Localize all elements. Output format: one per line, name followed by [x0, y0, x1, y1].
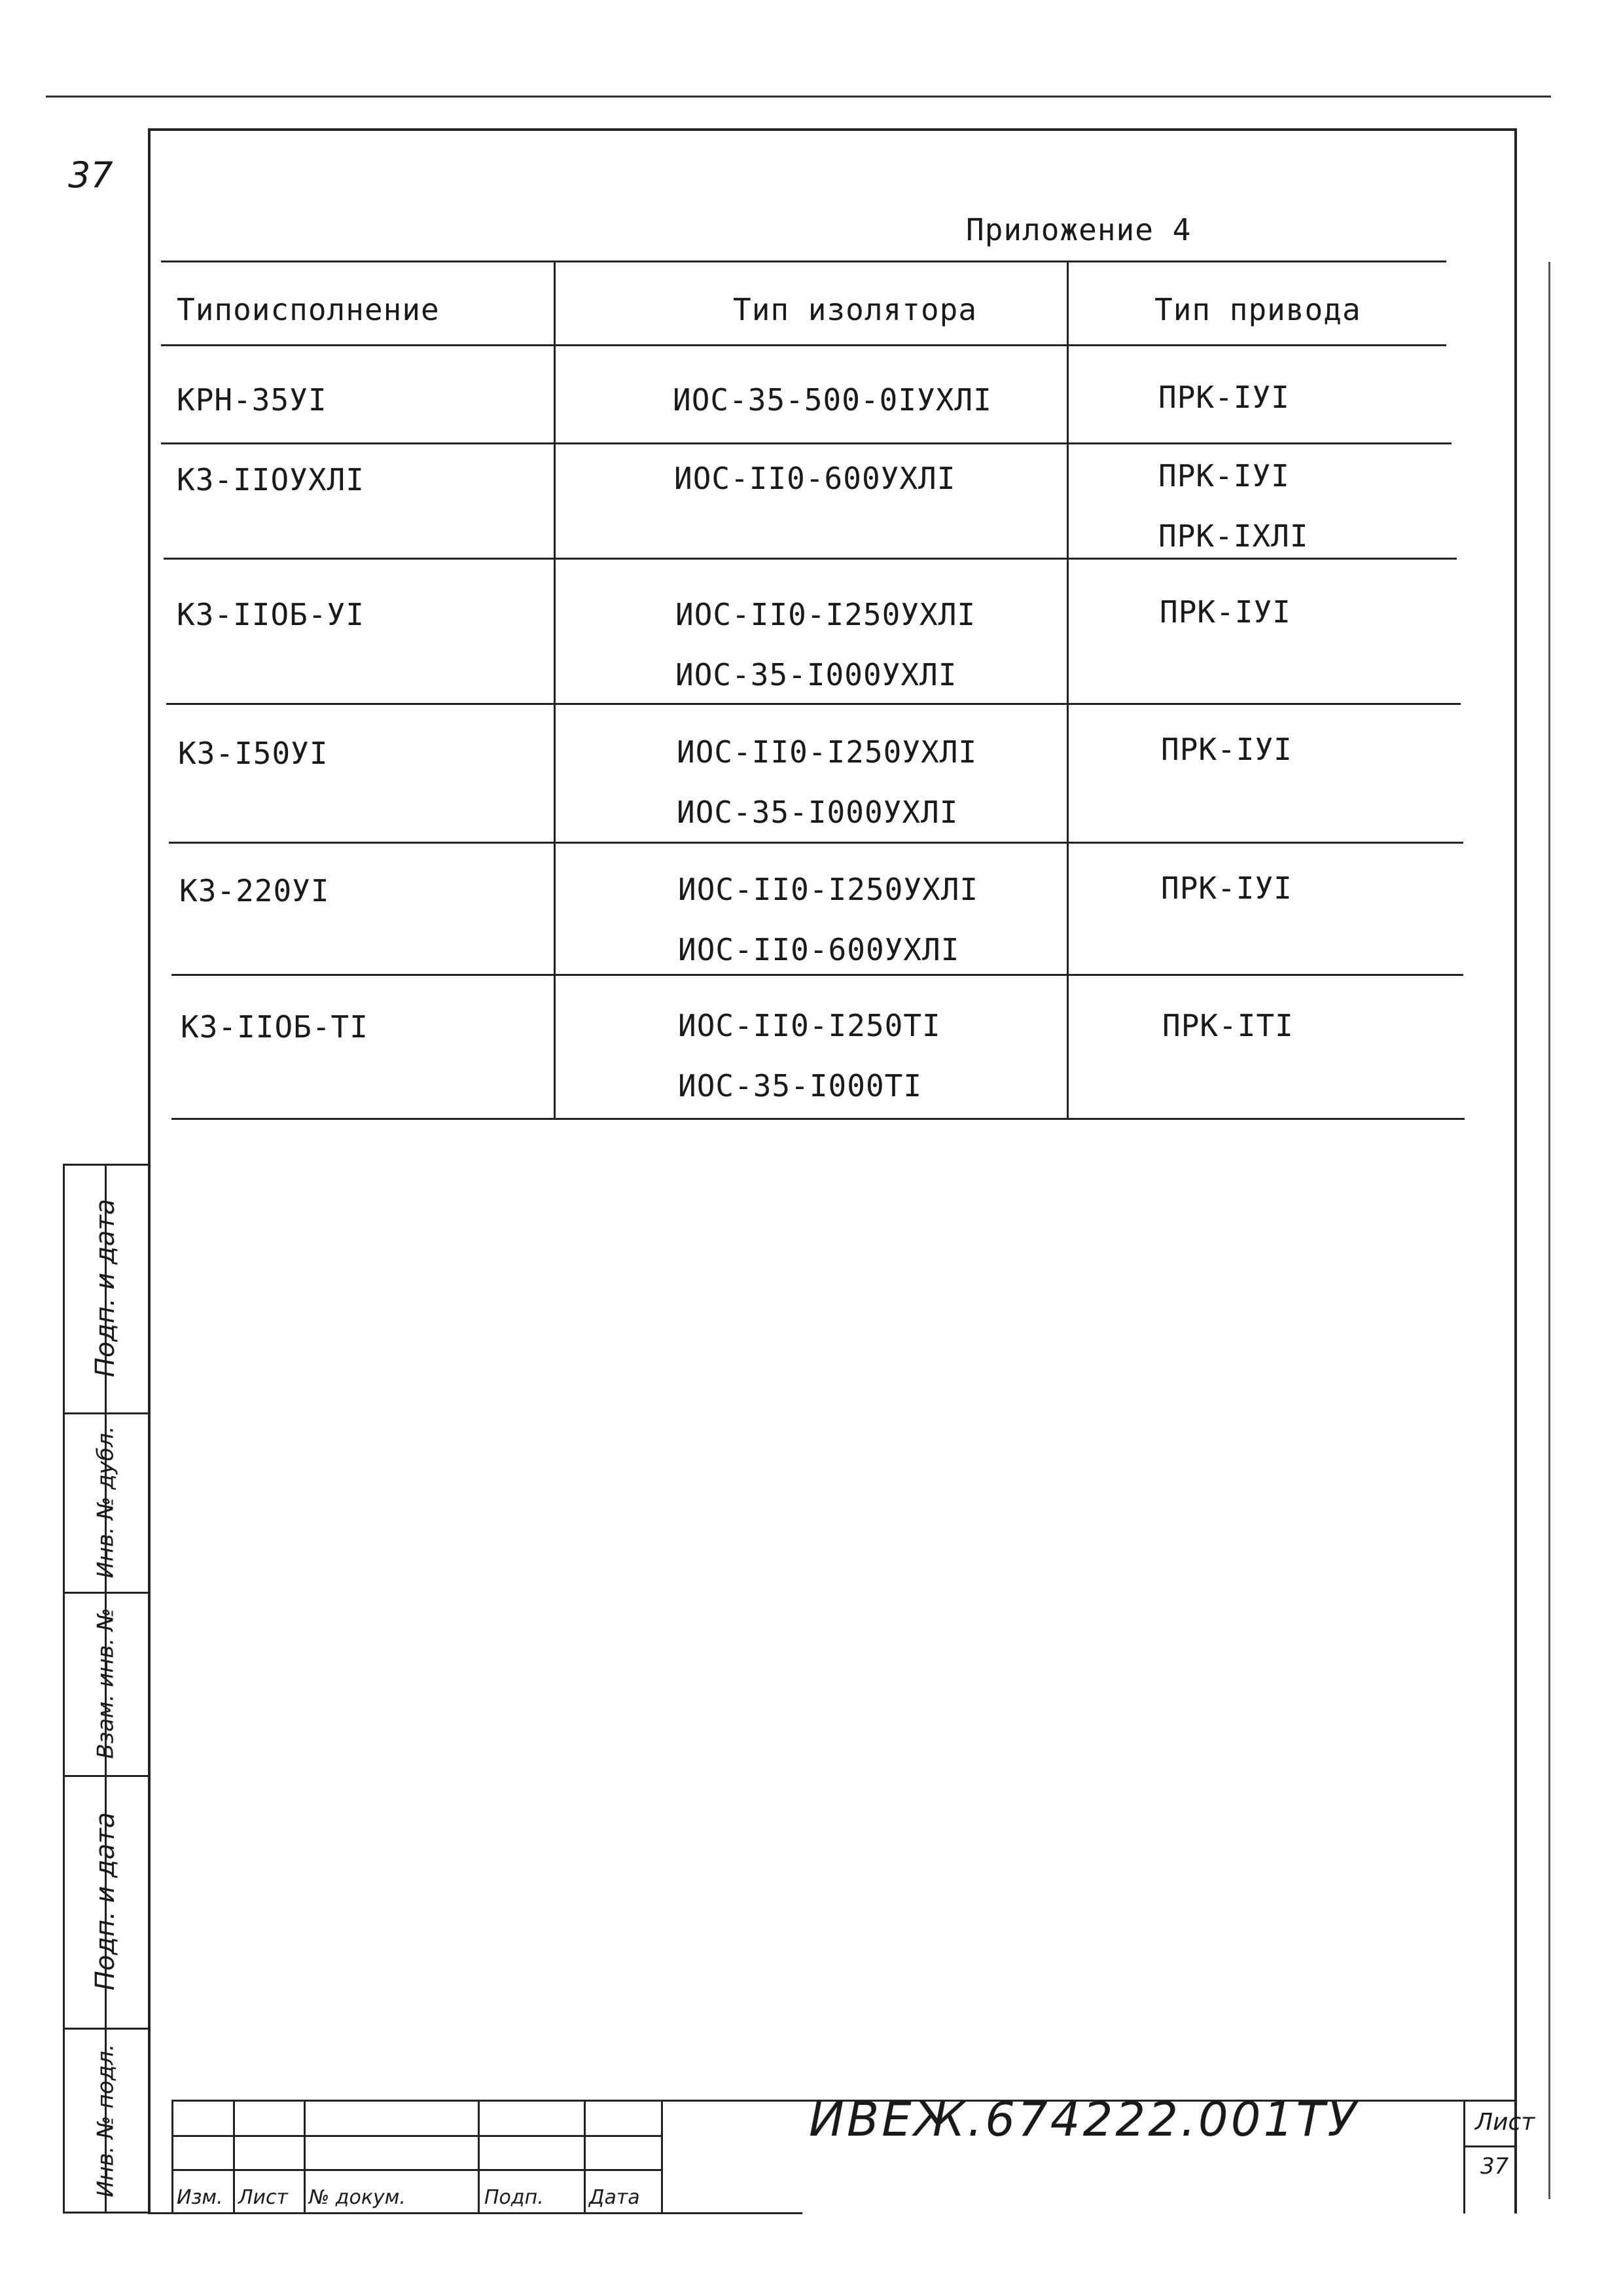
row-4-variant: КЗ-I50УI	[178, 736, 329, 771]
row-3-insulator-1: ИОС-II0-I250УХЛI	[675, 597, 976, 632]
table-rule-row-2	[164, 558, 1457, 560]
row-1-drive-1: ПРК-IУI	[1158, 380, 1290, 415]
tb-col-3	[304, 2100, 306, 2214]
tb-rule-bottom	[148, 2212, 802, 2214]
sheet-label: Лист	[1475, 2109, 1535, 2136]
row-3-insulator-2: ИОС-35-I000УХЛI	[675, 657, 957, 692]
row-1-insulator-1: ИОС-35-500-0IУХЛI	[673, 382, 992, 418]
tb-col-6	[661, 2100, 663, 2214]
row-5-drive-1: ПРК-IУI	[1161, 870, 1293, 906]
tb-label-sign: Подп.	[484, 2186, 544, 2209]
tb-col-5	[584, 2100, 586, 2214]
scan-edge-line	[1548, 262, 1550, 2199]
tb-col-2	[233, 2100, 235, 2214]
row-6-drive-1: ПРК-IТI	[1162, 1008, 1294, 1043]
tb-col-sheet	[1463, 2100, 1465, 2214]
row-6-insulator-2: ИОС-35-I000ТI	[678, 1068, 923, 1103]
row-3-drive-1: ПРК-IУI	[1160, 594, 1291, 630]
tb-label-change: Изм.	[177, 2186, 223, 2209]
tb-rule-mid-1	[171, 2135, 662, 2137]
row-4-drive-1: ПРК-IУI	[1161, 732, 1293, 767]
table-rule-row-1	[161, 442, 1452, 444]
top-rule	[46, 96, 1551, 98]
document-code: ИВЕЖ.674222.001ТУ	[809, 2092, 1359, 2147]
table-rule-row-4	[169, 842, 1463, 844]
row-5-insulator-2: ИОС-II0-600УХЛI	[678, 932, 960, 967]
tb-rule-sheet	[1463, 2145, 1517, 2147]
side-label-sign-date-1: Подп. и дата	[90, 1198, 121, 1378]
tb-col-4	[478, 2100, 480, 2214]
table-col-divider-2	[1067, 260, 1069, 1118]
appendix-title: Приложение 4	[966, 212, 1192, 247]
header-drive: Тип привода	[1154, 292, 1361, 327]
row-2-variant: КЗ-IIОУХЛI	[177, 462, 365, 497]
row-2-insulator-1: ИОС-II0-600УХЛI	[674, 461, 956, 496]
tb-label-date: Дата	[589, 2186, 640, 2209]
row-2-drive-1: ПРК-IУI	[1158, 458, 1290, 493]
row-6-variant: КЗ-IIОБ-ТI	[181, 1009, 368, 1045]
row-4-insulator-2: ИОС-35-I000УХЛI	[677, 795, 959, 830]
row-5-variant: КЗ-220УI	[179, 873, 330, 908]
sheet-frame	[148, 128, 1517, 2214]
side-label-replace-inv: Взам. инв. №	[92, 1607, 119, 1759]
side-label-dup-inv: Инв. № дубл.	[92, 1426, 118, 1579]
sheet-number: 37	[1480, 2153, 1509, 2179]
tb-col-1	[171, 2100, 173, 2214]
row-3-variant: КЗ-IIОБ-УI	[177, 597, 365, 632]
table-rule-row-5	[171, 974, 1463, 976]
tb-label-sheet: Лист	[238, 2186, 289, 2209]
tb-label-doc-no: № докум.	[309, 2186, 406, 2209]
side-label-orig-inv: Инв. № подл.	[92, 2043, 119, 2198]
table-rule-row-3	[166, 703, 1461, 705]
row-5-insulator-1: ИОС-II0-I250УХЛI	[678, 872, 979, 907]
row-2-drive-2: ПРК-IХЛI	[1158, 518, 1309, 554]
table-rule-bottom	[171, 1118, 1465, 1120]
row-6-insulator-1: ИОС-II0-I250ТI	[678, 1008, 941, 1043]
header-variant: Типоисполнение	[177, 292, 440, 327]
header-insulator: Тип изолятора	[733, 292, 978, 327]
table-rule-top	[161, 260, 1446, 262]
row-4-insulator-1: ИОС-II0-I250УХЛI	[677, 734, 978, 770]
row-1-variant: КРН-35УI	[177, 382, 327, 418]
table-col-divider-1	[554, 260, 556, 1118]
page-hand-number: 37	[68, 154, 113, 196]
tb-rule-mid-2	[171, 2169, 662, 2171]
side-label-sign-date-2: Подп. и дата	[90, 1812, 121, 1991]
table-rule-header	[161, 344, 1446, 346]
